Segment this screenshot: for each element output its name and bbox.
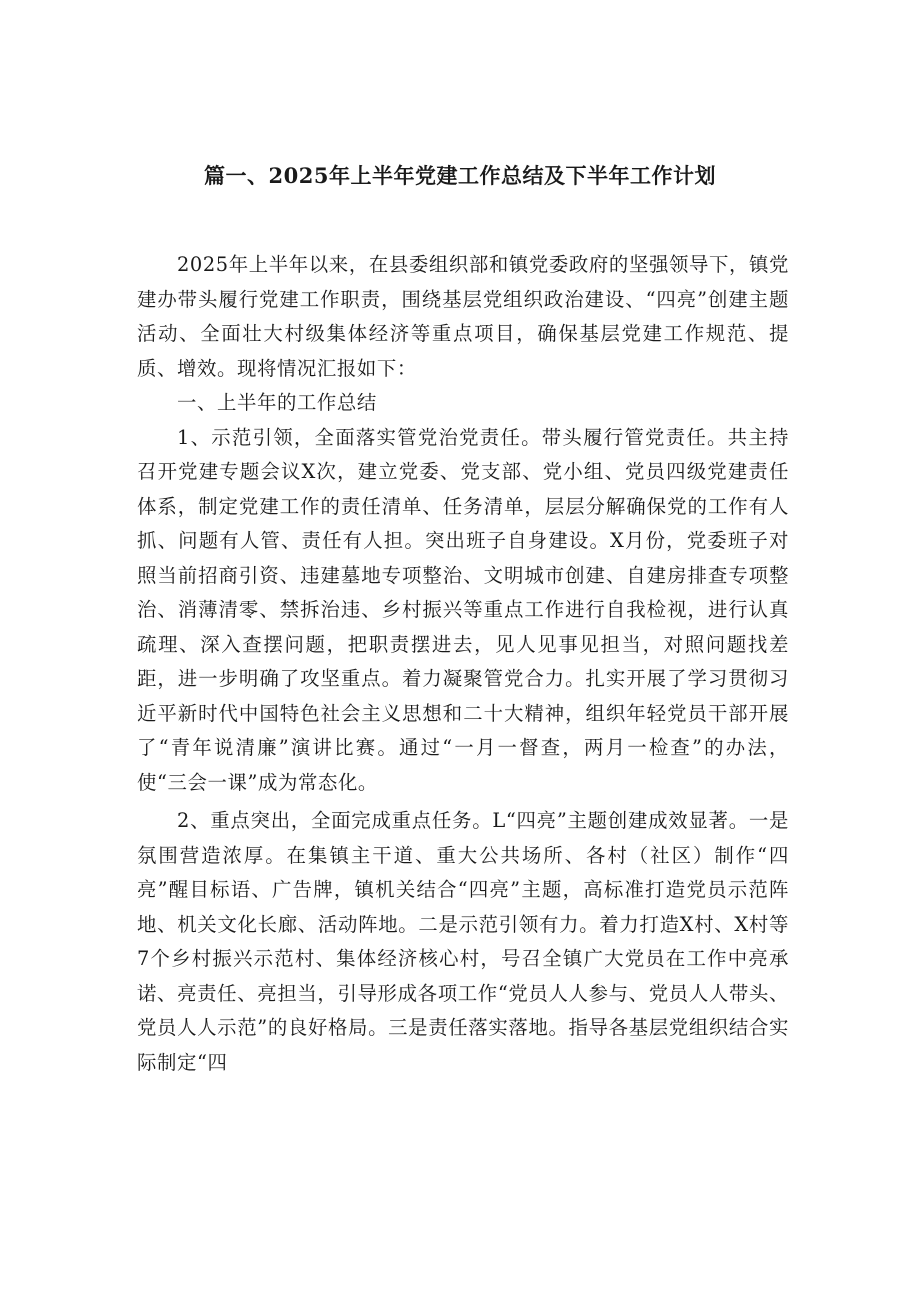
document-body	[137, 248, 789, 1080]
paragraph-2: 2、重点突出，全面完成重点任务。L“四亮”主题创建成效显著。一是氛围营造浓厚。在集镇主干道、重大公共场所、各村（社区）制作“四亮”醒目标语、广告牌，镇机关结合“四亮”主题，高标准打造党员示范阵地、机关文化长廊、活动阵地。二是示范引领有力。着力打造X村、X村等7个乡村振兴示范村、集体经济核心村，号召全镇广大党员在工作中亮承诺、亮责任、亮担当，引导形成各项工作“党员人人参与、党员人人带头、党员人人示范”的良好格局。三是责任落实落地。指导各基层党组织结合实际制定“四	[137, 809, 789, 1074]
section-heading: 一、上半年的工作总结	[177, 391, 377, 414]
intro-paragraph: 2025年上半年以来，在县委组织部和镇党委政府的坚强领导下，镇党建办带头履行党建工作职责，围绕基层党组织政治建设、“四亮”创建主题活动、全面壮大村级集体经济等重点项目，确保基层党建工作规范、提质、增效。现将情况汇报如下：	[137, 253, 789, 380]
document-title: 篇一、2025年上半年党建工作总结及下半年工作计划	[204, 163, 716, 188]
paragraph-1: 1、示范引领，全面落实管党治党责任。带头履行管党责任。共主持召开党建专题会议X次，建立党委、党支部、党小组、党员四级党建责任体系，制定党建工作的责任清单、任务清单，层层分解确保党的工作有人抓、问题有人管、责任有人担。突出班子自身建设。X月份，党委班子对照当前招商引资、违建墓地专项整治、文明城市创建、自建房排查专项整治、消薄清零、禁拆治违、乡村振兴等重点工作进行自我检视，进行认真疏理、深入查摆问题，把职责摆进去，见人见事见担当，对照问题找差距，进一步明确了攻坚重点。着力凝聚管党合力。扎实开展了学习贯彻习近平新时代中国特色社会主义思想和二十大精神，组织年轻党员干部开展了“青年说清廉”演讲比赛。通过“一月一督查，两月一检查”的办法，使“三会一课”成为常态化。	[137, 425, 789, 794]
